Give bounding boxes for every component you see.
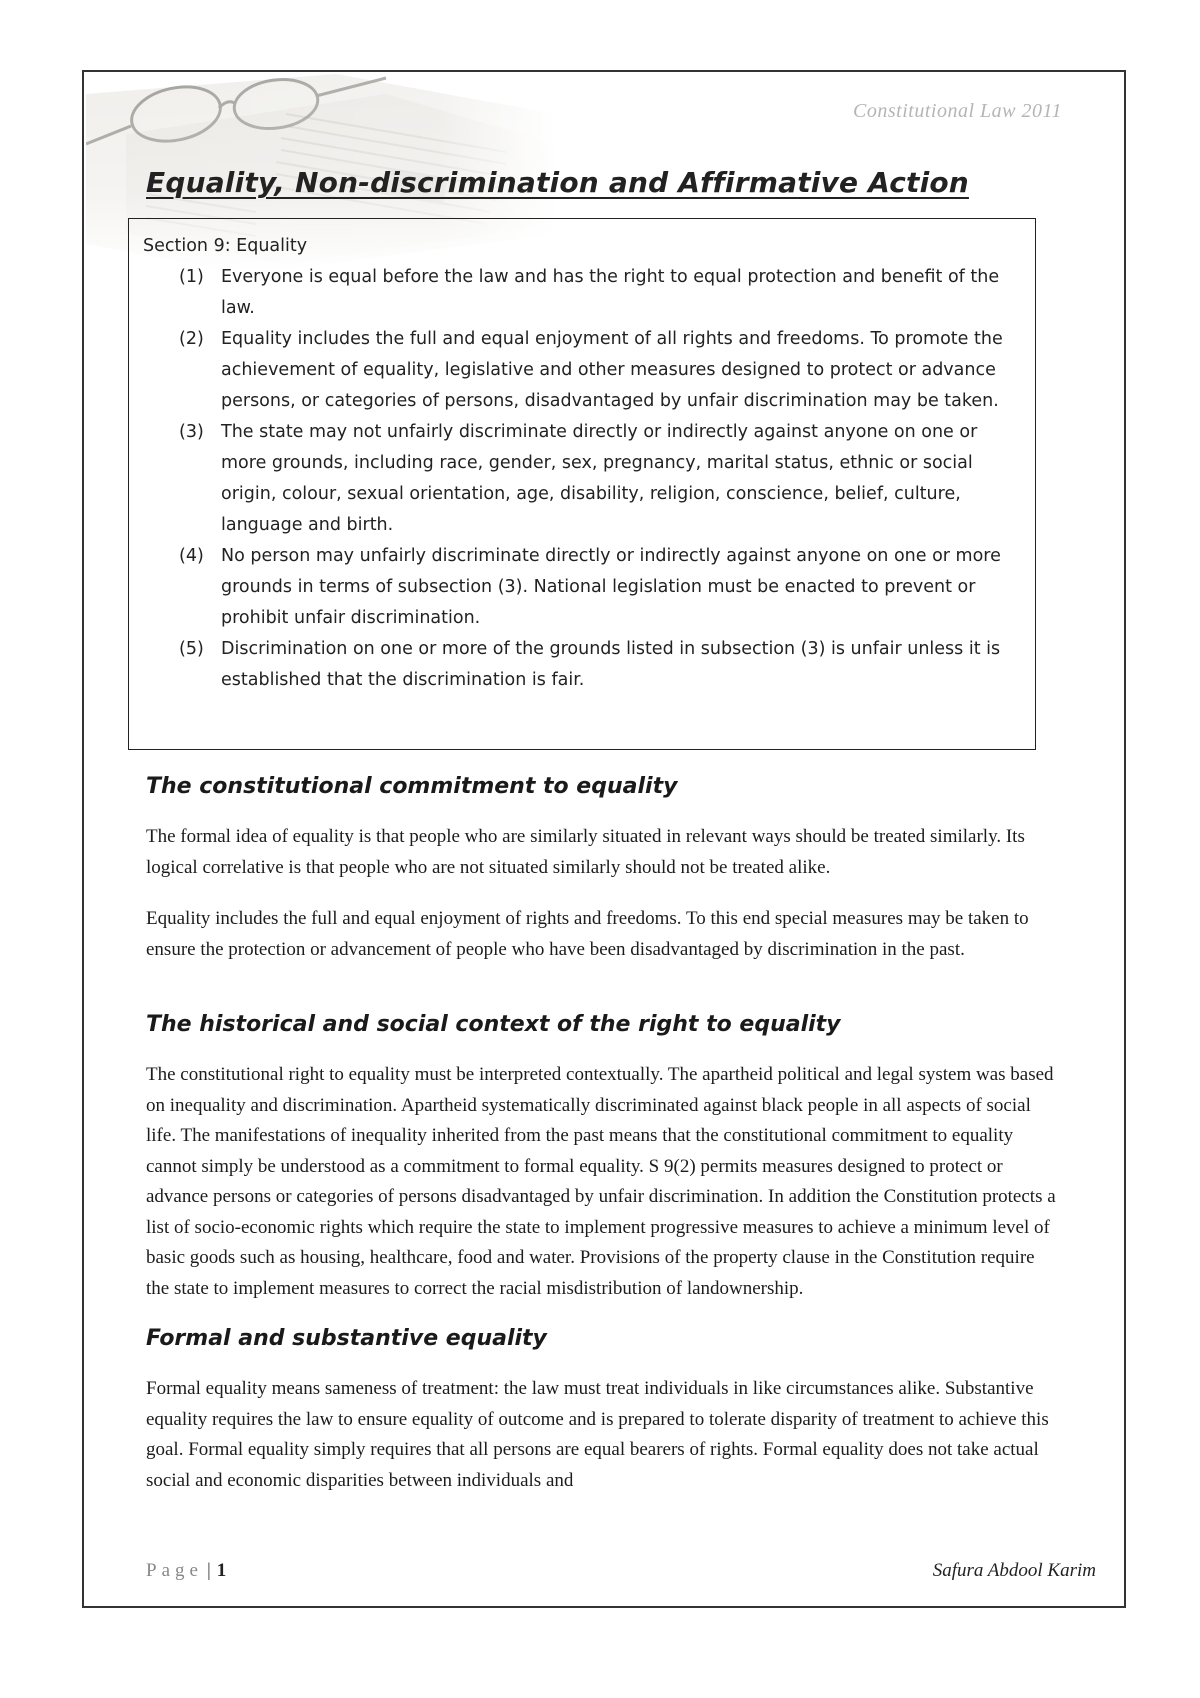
section-heading-historical-context: The historical and social context of the right to equality [146,1012,841,1037]
section-heading-formal-substantive: Formal and substantive equality [146,1326,547,1351]
subsection-item [179,262,1021,324]
section-heading-commitment: The constitutional commitment to equality [146,774,678,799]
footer-author: Safura Abdool Karim [932,1560,1096,1581]
page-number: 1 [216,1560,227,1581]
subsection-text: No person may unfairly discriminate directly or indirectly against anyone on one or more grounds in terms of subsection (3). National legislation must be enacted to prevent or prohibit unfair discrimination. [221,546,1001,628]
running-head: Constitutional Law 2011 [853,100,1062,122]
paragraph: Formal equality means sameness of treatment: the law must treat individuals in like circumstances alike. Substantive equality requires the law to ensure equality of outcome and is prepared to tolerate disparity of treatment to achieve this goal. Formal equality simply requires that all persons are equal bearers of rights. Formal equality does not take actual social and economic disparities between individuals and [146,1378,1049,1491]
subsection-list [143,262,1021,696]
subsection-item [179,324,1021,417]
paragraph: The constitutional right to equality must be interpreted contextually. The apartheid political and legal system was based on inequality and discrimination. Apartheid systematically discriminated against black people in all aspects of social life. The manifestations of inequality inherited from the past means that the constitutional commitment to equality cannot simply be understood as a commitment to formal equality. S 9(2) permits measures designed to protect or advance persons or categories of persons disadvantaged by unfair discrimination. In addition the Constitution protects a list of socio-economic rights which require the state to implement progressive measures to achieve a minimum level of basic goods such as housing, healthcare, food and water. Provisions of the property clause in the Constitution require the state to implement measures to correct the racial misdistribution of landownership. [146,1064,1056,1299]
subsection-text: The state may not unfairly discriminate directly or indirectly against anyone on one or more grounds, including race, gender, sex, pregnancy, marital status, ethnic or social origin, colour, sexual orientation, age, disability, religion, conscience, belief, culture, language and birth. [221,422,978,535]
page-label: Page [146,1560,203,1581]
statute-heading: Section 9: Equality [143,236,308,256]
subsection-number: (5) [179,639,204,659]
footer-separator: | [206,1560,211,1581]
subsection-number: (3) [179,422,204,442]
subsection-item [179,417,1021,541]
statute-box [128,218,1036,750]
subsection-number: (1) [179,267,204,287]
subsection-number: (4) [179,546,204,566]
document-title: Equality, Non-discrimination and Affirmative Action [146,166,969,199]
paragraph: The formal idea of equality is that people who are similarly situated in relevant ways should be treated similarly. Its logical correlative is that people who are not situated similarly should not be treated alike. [146,826,1025,878]
paragraph: Equality includes the full and equal enjoyment of rights and freedoms. To this end special measures may be taken to ensure the protection or advancement of people who have been disadvantaged by discrimination in the past. [146,908,1029,960]
subsection-number: (2) [179,329,204,349]
page-footer-number [146,1560,226,1582]
subsection-item [179,541,1021,634]
page-frame [82,70,1126,1608]
subsection-text: Everyone is equal before the law and has the right to equal protection and benefit of the law. [221,267,1000,318]
subsection-text: Equality includes the full and equal enjoyment of all rights and freedoms. To promote the achievement of equality, legislative and other measures designed to protect or advance persons, or categories of persons, disadvantaged by unfair discrimination may be taken. [221,329,1003,411]
subsection-text: Discrimination on one or more of the grounds listed in subsection (3) is unfair unless it is established that the discrimination is fair. [221,639,1001,690]
subsection-item [179,634,1021,696]
